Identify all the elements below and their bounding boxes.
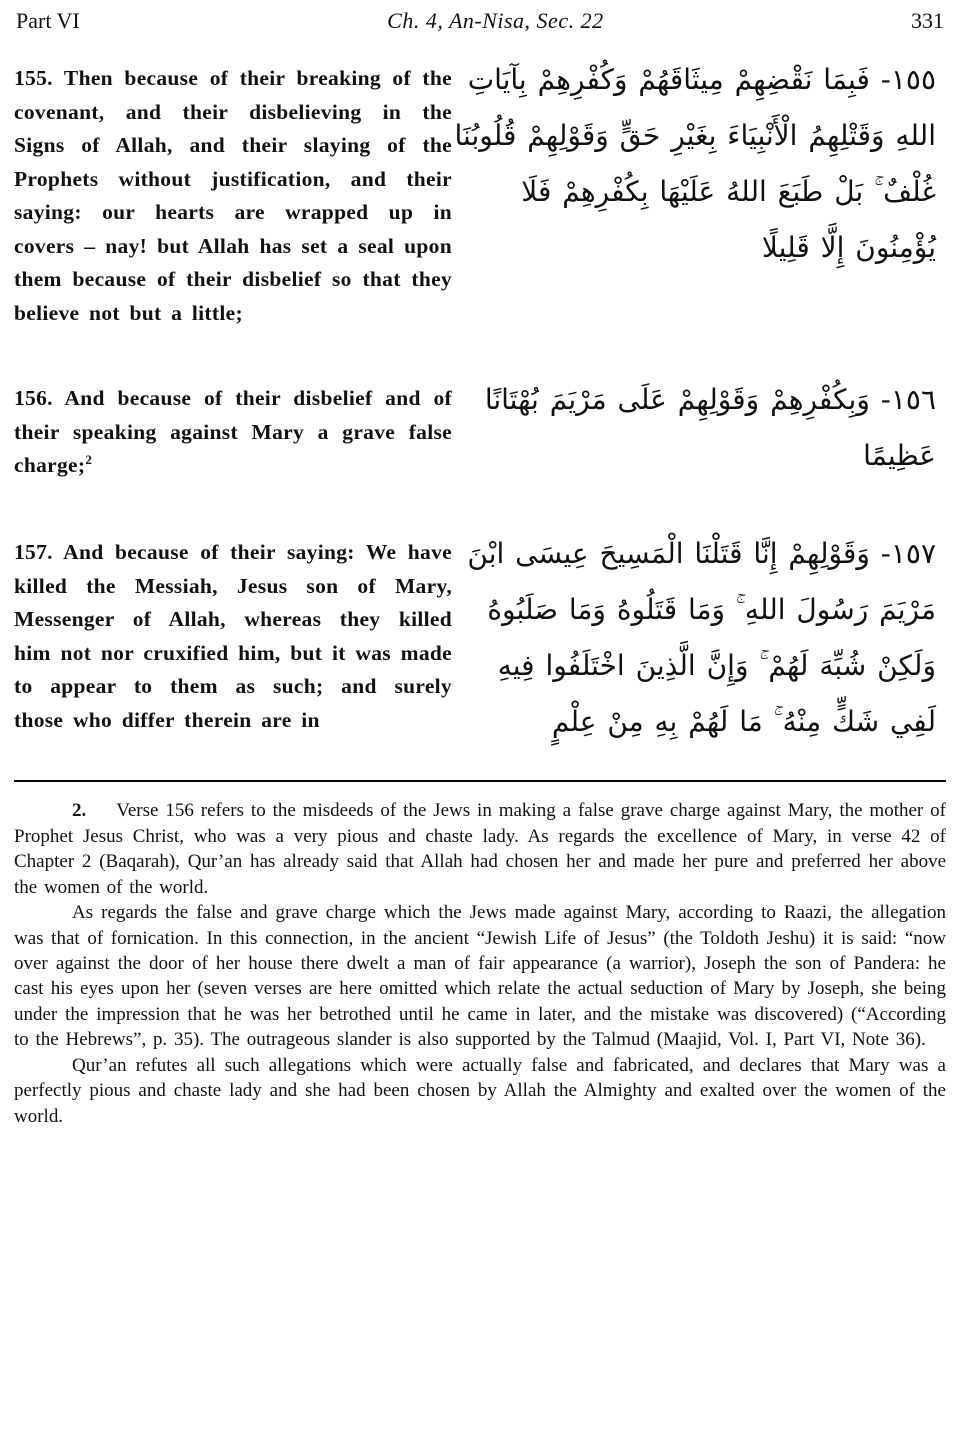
verse-156-english-text: 156. And because of their disbelief and of their speaking against Mary a grave false charge; xyxy=(14,386,452,478)
verse-156-arabic: ١٥٦- وَبِكُفْرِهِمْ وَقَوْلِهِمْ عَلَى مَرْيَمَ بُهْتَانًا عَظِيمًا xyxy=(484,383,936,473)
footnote-reference-2: 2 xyxy=(85,452,93,468)
footnote-paragraph-2: As regards the false and grave charge which the Jews made against Mary, according to Raazi, the allegation was that of fornication. In this connection, in the ancient “Jewish Life of Jesus” (the Toldoth Jeshu) it is said: “now over against the door of her house there dwelt a man of fair appearance (a warrior), Joseph the son of Pandera: he cast his eyes upon her (seven verses are here omitted which relate the actual seduction of Mary by Joseph, she being under the impression that he was her betrothed until he came in later, and the mistake was discovered) (“According to the Hebrews”, p. 35). The outrageous slander is also supported by the Talmud (Maajid, Vol. I, Part VI, Note 36). xyxy=(14,902,946,1051)
footnote-paragraph-3: Qur’an refutes all such allegations which were actually false and fabricated, and declares that Mary was a perfectly pious and chaste lady and she had been chosen by Allah the Almighty and exalted over the women of the world. xyxy=(14,1054,946,1127)
footnote-paragraph-1 xyxy=(14,798,946,900)
footnote-number: 2. xyxy=(72,800,87,822)
verse-155-english: 155. Then because of their breaking of the covenant, and their disbelieving in the Signs of Allah, and their slaying of the Prophets without justification, and their saying: our hearts are wrapped up in covers – nay! but Allah has set a seal upon them because of their disbelief so that they believe not but a little; xyxy=(14,66,452,325)
footnotes-section xyxy=(14,798,946,1129)
footnote-paragraph-1-text: Verse 156 refers to the misdeeds of the Jews in making a false grave charge against Mary, the mother of Prophet Jesus Christ, who was a very pious and chaste lady. As regards the excellence of Mary, in verse 42 of Chapter 2 (Baqarah), Qur’an has already said that Allah had chosen her and made her pure and preferred her above the women of the world. xyxy=(14,800,946,898)
verse-157-arabic: ١٥٧- وَقَوْلِهِمْ إِنَّا قَتَلْنَا الْمَسِيحَ عِيسَى ابْنَ مَرْيَمَ رَسُولَ اللهِ ۚ وَمَا قَتَلُوهُ وَمَا صَلَبُوهُ وَلَكِنْ شُبِّهَ لَهُمْ ۚ وَإِنَّ الَّذِينَ اخْتَلَفُوا فِيهِ لَفِي شَكٍّ مِنْهُ ۚ مَا لَهُمْ بِهِ مِنْ عِلْمٍ xyxy=(467,537,936,739)
page-number: 331 xyxy=(911,8,944,33)
verse-155-arabic: ١٥٥- فَبِمَا نَقْضِهِمْ مِيثَاقَهُمْ وَكُفْرِهِمْ بِآيَاتِ اللهِ وَقَتْلِهِمُ الْأَنْبِيَاءَ بِغَيْرِ حَقٍّ وَقَوْلِهِمْ قُلُوبُنَا غُلْفٌ ۚ بَلْ طَبَعَ اللهُ عَلَيْهَا بِكُفْرِهِمْ فَلَا يُؤْمِنُونَ إِلَّا قَلِيلًا xyxy=(454,63,936,264)
footnote-divider xyxy=(14,780,946,782)
verse-156-english xyxy=(14,382,452,483)
verse-block-157 xyxy=(14,536,946,750)
verse-block-156 xyxy=(14,382,946,484)
chapter-title: Ch. 4, An-Nisa, Sec. 22 xyxy=(387,8,604,33)
verses-section xyxy=(14,62,946,750)
page-header xyxy=(14,6,946,34)
verse-157-english: 157. And because of their saying: We have killed the Messiah, Jesus son of Mary, Messenger of Allah, whereas they killed him not nor cruxified him, but it was made to appear to them as such; and surely those who differ therein are in xyxy=(14,540,452,732)
verse-block-155 xyxy=(14,62,946,330)
part-label: Part VI xyxy=(16,8,80,33)
